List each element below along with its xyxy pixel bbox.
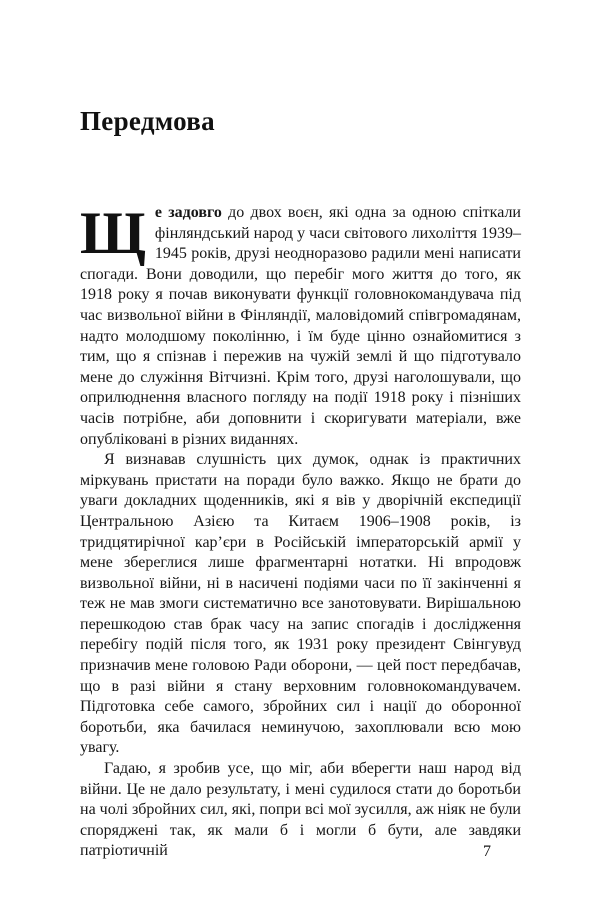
- paragraph-1-lead-in: е задовго: [154, 204, 222, 221]
- paragraph-1: [80, 200, 521, 450]
- body-text: [80, 200, 521, 862]
- drop-cap: Щ: [80, 200, 146, 266]
- paragraph-2: Я визнавав слушність цих думок, однак із практичних міркувань пристати на поради було важко. Якщо не брати до уваги докладних щоденників, які я вів у дворічній експедиції Центральною Азією та Китаєм 1906–1908 років, із тридцятирічної кар’єри в Російській імператорській армії у мене збереглися лише фрагментарні нотатки. Ні впродовж визвольної війни, ні в насичені подіями часи по її закінченні я теж не мав змоги систематично все занотовувати. Вирішальною перешкодою став брак часу на запис спогадів і дослідження перебігу подій після того, як 1931 року президент Свінгувуд призначив мене головою Ради оборони, — цей пост передбачав, що в разі війни я стану верховним головнокомандувачем. Підготовка себе самого, збройних сил і нації до оборонної боротьби, яка бачилася неминучою, захоплювали всю мою увагу.: [80, 451, 521, 757]
- chapter-title: Передмова: [80, 106, 215, 136]
- paragraph-3: Гадаю, я зробив усе, що міг, аби вберегти наш народ від війни. Це не дало результату, і мені судилося стати до боротьби на чолі збройних сил, які, попри всі мої зусилля, аж ніяк не були споряджені так, як мали б і могли б бути, але завдяки патріотичній: [80, 760, 521, 860]
- book-page: [80, 0, 521, 862]
- page-number: 7: [483, 843, 491, 860]
- paragraph-1-text: до двох воєн, які одна за одною спіткали фінляндський народ у часи світового лихоліття 1939–1945 років, друзі неодноразово радили мені написати спогади. Вони доводили, що перебіг мого життя до того, як 1918 року я почав виконувати функції головнокомандувача під час визвольної війни в Фінляндії, маловідомий співгромадянам, надто молодшому поколінню, і їм буде цінно ознайомитися з тим, що я спізнав і пережив на чужій землі й що підготувало мене до служіння Вітчизні. Крім того, друзі наголошували, що оприлюднення власного погляду на події 1918 року і пізніших часів потрібне, аби доповнити і скоригувати матеріали, вже опубліковані в різних виданнях.: [80, 204, 521, 448]
